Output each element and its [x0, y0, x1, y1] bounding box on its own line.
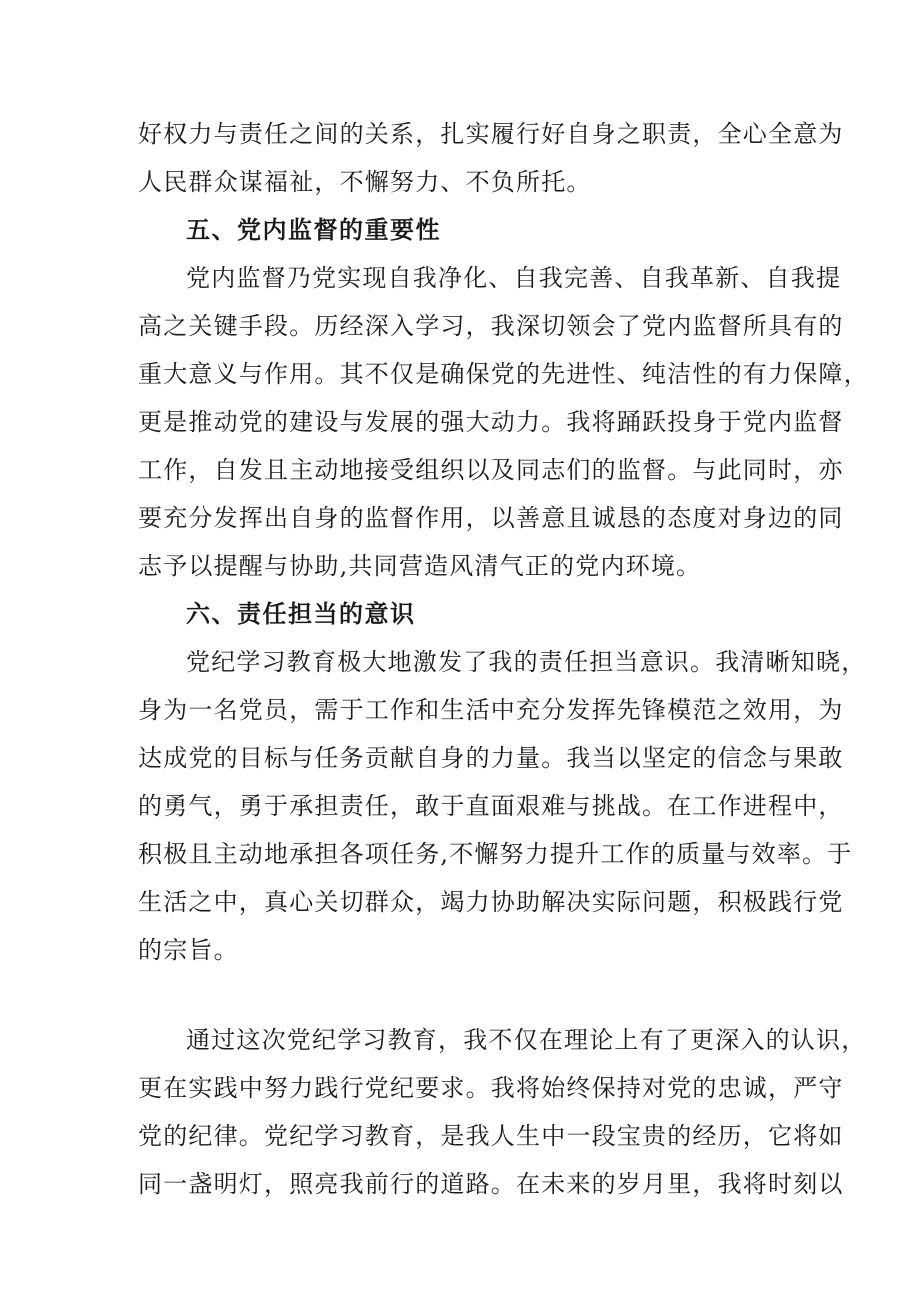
paragraph-line: 好权力与责任之间的关系，扎实履行好自身之职责，全心全意为 — [138, 120, 844, 148]
paragraph-line: 志予以提醒与协助,共同营造风清气正的党内环境。 — [138, 552, 702, 580]
section-heading-five: 五、党内监督的重要性 — [186, 216, 441, 244]
paragraph-line: 党的纪律。党纪学习教育，是我人生中一段宝贵的经历，它将如 — [138, 1122, 844, 1150]
paragraph-line: 通过这次党纪学习教育，我不仅在理论上有了更深入的认识， — [186, 1026, 867, 1054]
paragraph-line: 党内监督乃党实现自我净化、自我完善、自我革新、自我提 — [186, 264, 842, 292]
paragraph-line: 的勇气，勇于承担责任，敢于直面艰难与挑战。在工作进程中， — [138, 792, 844, 820]
paragraph-line: 的宗旨。 — [138, 936, 239, 964]
paragraph-line: 身为一名党员，需于工作和生活中充分发挥先锋模范之效用，为 — [138, 696, 844, 724]
paragraph-line: 生活之中，真心关切群众，竭力协助解决实际问题，积极践行党 — [138, 888, 844, 916]
paragraph-line: 要充分发挥出自身的监督作用，以善意且诚恳的态度对身边的同 — [138, 504, 844, 532]
paragraph-line: 达成党的目标与任务贡献自身的力量。我当以坚定的信念与果敢 — [138, 744, 844, 772]
paragraph-line: 更在实践中努力践行党纪要求。我将始终保持对党的忠诚，严守 — [138, 1074, 844, 1102]
paragraph-line: 党纪学习教育极大地激发了我的责任担当意识。我清晰知晓， — [186, 648, 867, 676]
paragraph-line: 同一盏明灯，照亮我前行的道路。在未来的岁月里，我将时刻以 — [138, 1170, 844, 1198]
paragraph-line: 高之关键手段。历经深入学习，我深切领会了党内监督所具有的 — [138, 312, 844, 340]
paragraph-line: 工作，自发且主动地接受组织以及同志们的监督。与此同时，亦 — [138, 456, 844, 484]
paragraph-line: 更是推动党的建设与发展的强大动力。我将踊跃投身于党内监督 — [138, 408, 844, 436]
paragraph-line: 人民群众谋福祉，不懈努力、不负所托。 — [138, 168, 592, 196]
section-heading-six: 六、责任担当的意识 — [186, 600, 416, 628]
paragraph-line: 重大意义与作用。其不仅是确保党的先进性、纯洁性的有力保障， — [138, 360, 869, 388]
paragraph-line: 积极且主动地承担各项任务,不懈努力提升工作的质量与效率。于 — [138, 840, 853, 868]
